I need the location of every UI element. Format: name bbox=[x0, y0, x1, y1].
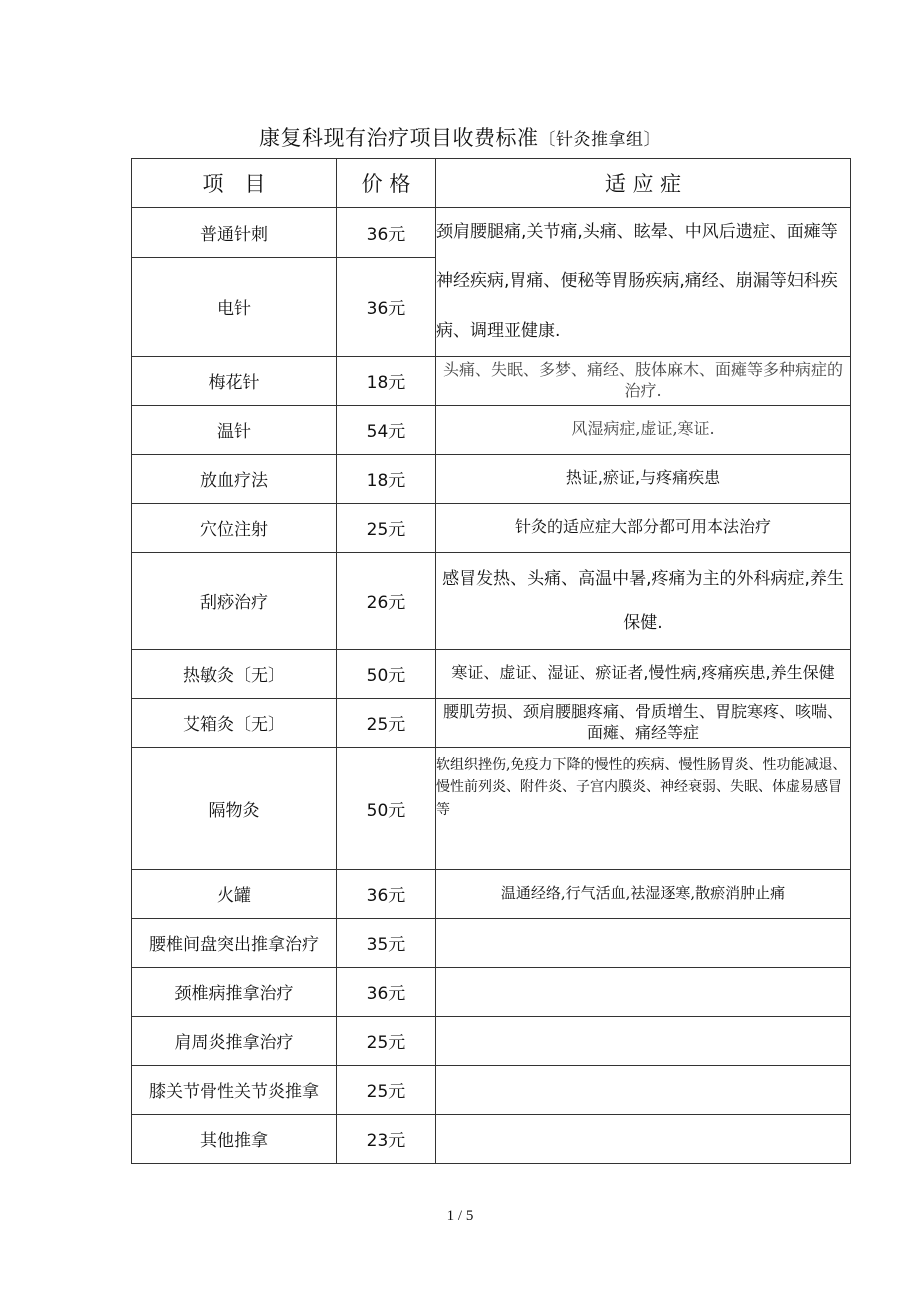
table-row bbox=[132, 552, 851, 649]
item-name: 颈椎病推拿治疗 bbox=[132, 967, 337, 1016]
item-price: 35元 bbox=[337, 918, 436, 967]
indication-text: 风湿病症,虚证,寒证. bbox=[571, 419, 715, 439]
item-price: 36元 bbox=[337, 869, 436, 918]
table-row bbox=[132, 454, 851, 503]
item-price: 50元 bbox=[337, 747, 436, 869]
title-subtitle: 〔针灸推拿组〕 bbox=[538, 130, 661, 150]
item-price: 25元 bbox=[337, 1065, 436, 1114]
item-name: 普通针刺 bbox=[132, 208, 337, 258]
indication-cell-empty bbox=[436, 1114, 851, 1163]
table-row bbox=[132, 967, 851, 1016]
item-price: 54元 bbox=[337, 405, 436, 454]
indication-cell bbox=[436, 454, 851, 503]
indication-cell bbox=[436, 747, 851, 869]
item-price: 25元 bbox=[337, 503, 436, 552]
item-name: 艾箱灸〔无〕 bbox=[132, 698, 337, 747]
indication-text: 颈肩腰腿痛,关节痛,头痛、眩晕、中风后遗症、面瘫等神经疾病,胃痛、便秘等胃肠疾病,痛经、崩漏等妇科疾病、调理亚健康. bbox=[436, 222, 838, 341]
item-name: 放血疗法 bbox=[132, 454, 337, 503]
indication-cell bbox=[436, 649, 851, 698]
indication-cell-empty bbox=[436, 918, 851, 967]
indication-cell-empty bbox=[436, 1016, 851, 1065]
item-name: 穴位注射 bbox=[132, 503, 337, 552]
indication-text: 软组织挫伤,免疫力下降的慢性的疾病、慢性肠胃炎、性功能减退、慢性前列炎、附件炎、子宫内膜炎、神经衰弱、失眠、体虚易感冒等 bbox=[436, 756, 847, 818]
table-row bbox=[132, 869, 851, 918]
indication-text: 温通经络,行气活血,祛湿逐寒,散瘀消肿止痛 bbox=[500, 884, 786, 903]
table-row bbox=[132, 1065, 851, 1114]
item-name: 电针 bbox=[132, 257, 337, 356]
item-name: 刮痧治疗 bbox=[132, 552, 337, 649]
indication-cell-empty bbox=[436, 967, 851, 1016]
item-name: 肩周炎推拿治疗 bbox=[132, 1016, 337, 1065]
item-price: 50元 bbox=[337, 649, 436, 698]
item-price: 23元 bbox=[337, 1114, 436, 1163]
table-row bbox=[132, 1114, 851, 1163]
item-name: 其他推拿 bbox=[132, 1114, 337, 1163]
table-row bbox=[132, 208, 851, 258]
item-name: 热敏灸〔无〕 bbox=[132, 649, 337, 698]
indication-cell bbox=[436, 698, 851, 747]
document-title bbox=[0, 122, 920, 152]
item-name: 梅花针 bbox=[132, 356, 337, 405]
header-item: 项 目 bbox=[132, 159, 337, 208]
item-price: 36元 bbox=[337, 257, 436, 356]
page-number: 1 / 5 bbox=[446, 1208, 474, 1224]
table-row bbox=[132, 503, 851, 552]
indication-text: 头痛、失眠、多梦、痛经、肢体麻木、面瘫等多种病症的治疗. bbox=[442, 360, 843, 400]
indication-text: 针灸的适应症大部分都可用本法治疗 bbox=[514, 517, 771, 537]
table-row bbox=[132, 1016, 851, 1065]
table-row bbox=[132, 356, 851, 405]
indication-cell bbox=[436, 405, 851, 454]
indication-text: 寒证、虚证、湿证、瘀证者,慢性病,疼痛疾患,养生保健 bbox=[451, 663, 835, 683]
item-price: 25元 bbox=[337, 698, 436, 747]
indication-text: 热证,瘀证,与疼痛疾患 bbox=[565, 468, 721, 488]
item-price: 18元 bbox=[337, 356, 436, 405]
indication-cell bbox=[436, 869, 851, 918]
item-price: 36元 bbox=[337, 208, 436, 258]
item-price: 25元 bbox=[337, 1016, 436, 1065]
title-text: 康复科现有治疗项目收费标准 bbox=[259, 126, 539, 150]
header-row bbox=[132, 159, 851, 208]
item-name: 温针 bbox=[132, 405, 337, 454]
table-row bbox=[132, 918, 851, 967]
item-name: 膝关节骨性关节炎推拿 bbox=[132, 1065, 337, 1114]
table-row bbox=[132, 405, 851, 454]
table-row bbox=[132, 747, 851, 869]
item-price: 36元 bbox=[337, 967, 436, 1016]
header-indication: 适 应 症 bbox=[436, 159, 851, 208]
indication-cell bbox=[436, 208, 851, 357]
indication-cell bbox=[436, 356, 851, 405]
indication-cell-empty bbox=[436, 1065, 851, 1114]
indication-text: 腰肌劳损、颈肩腰腿疼痛、骨质增生、胃脘寒疼、咳喘、面瘫、痛经等症 bbox=[442, 702, 843, 742]
header-price: 价 格 bbox=[337, 159, 436, 208]
indication-text: 感冒发热、头痛、高温中暑,疼痛为主的外科病症,养生保健. bbox=[442, 568, 844, 633]
item-price: 26元 bbox=[337, 552, 436, 649]
item-name: 火罐 bbox=[132, 869, 337, 918]
indication-cell bbox=[436, 503, 851, 552]
table-row bbox=[132, 698, 851, 747]
indication-cell bbox=[436, 552, 851, 649]
item-name: 腰椎间盘突出推拿治疗 bbox=[132, 918, 337, 967]
fee-table bbox=[131, 158, 851, 1164]
item-price: 18元 bbox=[337, 454, 436, 503]
table-row bbox=[132, 649, 851, 698]
item-name: 隔物灸 bbox=[132, 747, 337, 869]
